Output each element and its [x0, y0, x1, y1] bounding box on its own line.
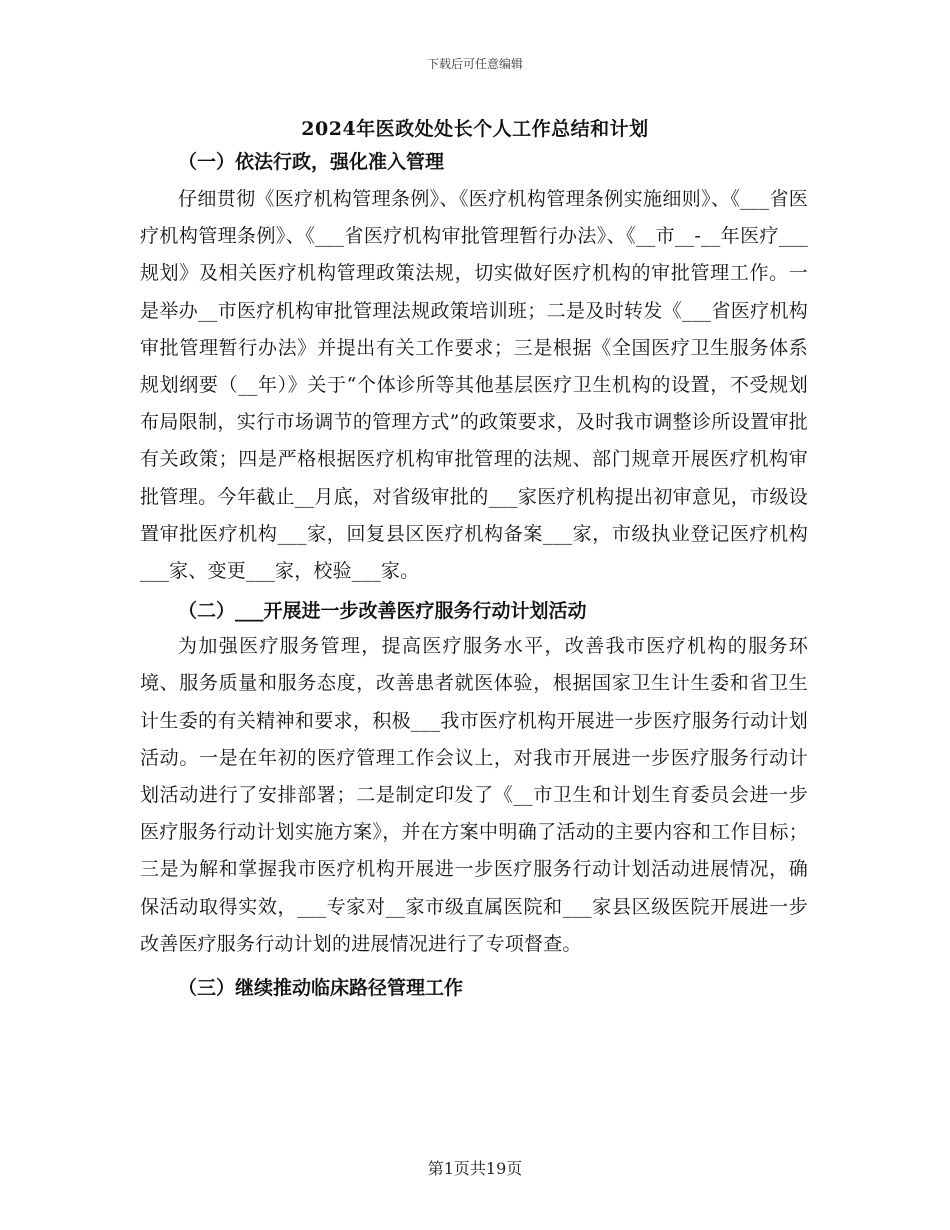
- page-number: 第1页共19页: [427, 1159, 523, 1178]
- document-body: [140, 145, 808, 1005]
- header-note: 下载后可任意编辑: [426, 57, 523, 71]
- section-heading-2: （二）___开展进一步改善医疗服务行动计划活动: [178, 600, 587, 623]
- section-heading-3: （三）继续推动临床路径管理工作: [178, 977, 464, 1000]
- section-paragraph-1: 仔细贯彻《医疗机构管理条例》、《医疗机构管理条例实施细则》、《___省医疗机构管理条例》、《___省医疗机构审批管理暂行办法》、《__市__-__年医疗___规划》及相关医疗机构管理政策法规，切实做好医疗机构的审批管理工作。一是举办__市医疗机构审批管理法规政策培训班；二是及时转发《___省医疗机构审批管理暂行办法》并提出有关工作要求；三是根据《全国医疗卫生服务体系规划纲要（__年）》关于“个体诊所等其他基层医疗卫生机构的设置，不受规划布局限制，实行市场调节的管理方式”的政策要求，及时我市调整诊所设置审批有关政策；四是严格根据医疗机构审批管理的法规、部门规章开展医疗机构审批管理。今年截止__月底，对省级审批的___家医疗机构提出初审意见，市级设置审批医疗机构___家，回复县区医疗机构备案___家，市级执业登记医疗机构___家、变更___家，校验___家。: [140, 188, 808, 583]
- document-title: 2024年医政处处长个人工作总结和计划: [301, 118, 649, 140]
- section-heading-1: （一）依法行政，强化准入管理: [178, 151, 445, 173]
- section-paragraph-2: 为加强医疗服务管理，提高医疗服务水平，改善我市医疗机构的服务环境、服务质量和服务态度，改善患者就医体验，根据国家卫生计生委和省卫生计生委的有关精神和要求，积极___我市医疗机构开展进一步医疗服务行动计划活动。一是在年初的医疗管理工作会议上，对我市开展进一步医疗服务行动计划活动进行了安排部署；二是制定印发了《__市卫生和计划生育委员会进一步医疗服务行动计划实施方案》，并在方案中明确了活动的主要内容和工作目标；三是为解和掌握我市医疗机构开展进一步医疗服务行动计划活动进展情况，确保活动取得实效，___专家对__家市级直属医院和___家县区级医院开展进一步改善医疗服务行动计划的进展情况进行了专项督查。: [140, 635, 808, 955]
